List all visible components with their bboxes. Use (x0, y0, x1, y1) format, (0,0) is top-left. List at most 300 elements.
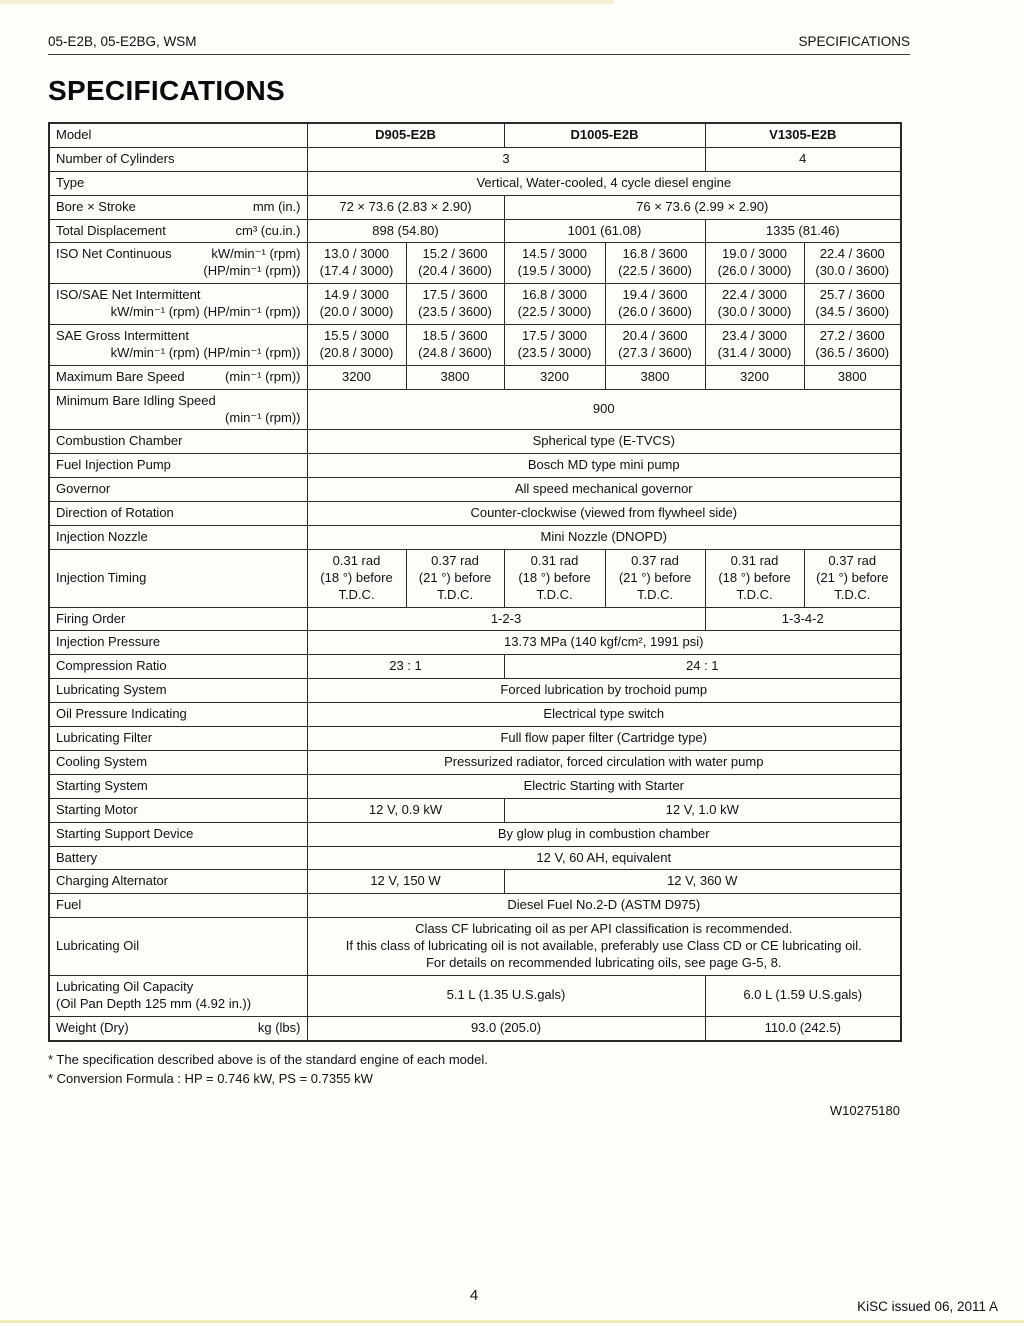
spec-label-text: Starting Support Device (56, 825, 194, 841)
spec-value-cell (605, 325, 705, 366)
spec-label-text: Injection Nozzle (56, 529, 148, 545)
spec-label-text: Cooling System (56, 753, 148, 769)
spec-value-cell (307, 454, 901, 478)
spec-label-line (56, 457, 301, 474)
spec-value-line: (36.5 / 3600) (815, 344, 890, 360)
header-left-text: 05-E2B, 05-E2BG, WSM (48, 34, 197, 49)
spec-value-line: 17.5 / 3600 (422, 287, 488, 303)
spec-value-cell (705, 549, 804, 607)
spec-value-line: (26.0 / 3600) (618, 304, 692, 320)
spec-value-line: 23.4 / 3000 (721, 328, 788, 344)
spec-value-line: (20.8 / 3000) (319, 344, 394, 360)
spec-value-cell (307, 870, 504, 894)
spec-label-line (56, 287, 301, 304)
spec-label-text: Governor (56, 481, 111, 497)
footnotes (48, 1050, 910, 1089)
spec-table (48, 122, 902, 1042)
spec-value-cell (307, 679, 901, 703)
spec-row (49, 846, 901, 870)
spec-value-cell (504, 655, 901, 679)
spec-value-line: All speed mechanical governor (514, 481, 693, 497)
doc-code: W10275180 (829, 1102, 900, 1118)
spec-label-text: Starting Motor (56, 801, 138, 817)
spec-label-cell (49, 894, 307, 918)
spec-value-line: 3 (502, 150, 510, 166)
spec-label-text: Model (56, 127, 92, 142)
spec-value-cell (307, 655, 504, 679)
spec-value-line: 16.8 / 3600 (622, 246, 688, 262)
spec-value-line: 6.0 L (1.59 U.S.gals) (743, 987, 863, 1003)
spec-label-cell (49, 454, 307, 478)
spec-label-text: Lubricating Oil Capacity (56, 978, 194, 994)
spec-label-cell (49, 549, 307, 607)
spec-label-cell (49, 502, 307, 526)
spec-value-cell (307, 219, 504, 243)
spec-row (49, 171, 901, 195)
spec-label-line (56, 369, 301, 386)
spec-value-line: Electrical type switch (543, 706, 665, 722)
spec-label-line (56, 730, 301, 747)
spec-row (49, 1016, 901, 1040)
spec-label-cell (49, 846, 307, 870)
spec-label-line (56, 802, 301, 819)
spec-value-line: 17.5 / 3000 (521, 328, 588, 344)
spec-label-line (56, 1020, 301, 1037)
spec-value-cell (307, 774, 901, 798)
spec-label-cell (49, 703, 307, 727)
spec-value-line: 16.8 / 3000 (521, 287, 588, 303)
spec-value-line: 1335 (81.46) (765, 222, 840, 238)
spec-value-cell (307, 750, 901, 774)
spec-value-cell (307, 389, 901, 430)
spec-value-line: Spherical type (E-TVCS) (532, 433, 675, 449)
spec-value-cell (504, 798, 901, 822)
spec-value-line: (23.5 / 3000) (517, 344, 592, 360)
spec-row (49, 243, 901, 284)
spec-value-line: 15.5 / 3000 (323, 328, 390, 344)
spec-value-line: 76 × 73.6 (2.99 × 2.90) (636, 198, 769, 214)
spec-value-cell (307, 727, 901, 751)
spec-value-cell (307, 478, 901, 502)
spec-value-line: 1-2-3 (490, 610, 522, 626)
spec-value-line: By glow plug in combustion chamber (497, 825, 710, 841)
spec-value-cell (504, 123, 705, 147)
spec-value-cell (307, 195, 504, 219)
spec-value-line: (18 °) before (718, 569, 791, 585)
spec-value-line: Vertical, Water-cooled, 4 cycle diesel engine (476, 174, 732, 190)
spec-label-text: Injection Pressure (56, 634, 161, 650)
spec-value-cell (307, 365, 406, 389)
spec-value-cell (504, 325, 605, 366)
spec-label-text: Weight (Dry) (56, 1019, 129, 1035)
spec-label-line (56, 410, 301, 427)
spec-label-text: Injection Timing (56, 569, 147, 585)
spec-value-cell (307, 284, 406, 325)
spec-value-line: Class CF lubricating oil as per API classification is recommended. (415, 921, 793, 937)
spec-value-line: 14.9 / 3000 (323, 287, 390, 303)
spec-value-cell (307, 822, 901, 846)
spec-value-cell (307, 975, 705, 1016)
spec-value-line: 0.37 rad (631, 552, 679, 568)
spec-value-line: 3200 (740, 368, 769, 384)
spec-value-cell (705, 1016, 901, 1040)
spec-value-cell (307, 123, 504, 147)
spec-row (49, 822, 901, 846)
spec-label-line (56, 706, 301, 723)
spec-value-line: 23 : 1 (389, 658, 422, 674)
spec-label-cell (49, 284, 307, 325)
spec-value-line: (21 °) before (618, 569, 692, 585)
spec-value-line: (20.0 / 3000) (319, 304, 394, 320)
spec-row (49, 147, 901, 171)
spec-label-cell (49, 975, 307, 1016)
spec-value-line: 12 V, 360 W (667, 873, 738, 889)
spec-label-text: Firing Order (56, 610, 126, 626)
spec-value-line: T.D.C. (636, 586, 674, 602)
spec-label-cell (49, 325, 307, 366)
spec-label-cell (49, 870, 307, 894)
spec-label-line (56, 570, 301, 587)
spec-value-cell (307, 502, 901, 526)
spec-value-line: (22.5 / 3600) (618, 263, 692, 279)
spec-label-line (56, 754, 301, 771)
spec-label-text: Minimum Bare Idling Speed (56, 392, 216, 408)
spec-label-line (56, 897, 301, 914)
spec-value-cell (504, 243, 605, 284)
spec-label-text: SAE Gross Intermittent (56, 328, 189, 344)
spec-label-text: Oil Pressure Indicating (56, 706, 187, 722)
spec-value-cell (605, 243, 705, 284)
spec-value-cell (504, 549, 605, 607)
spec-value-line: D905-E2B (375, 127, 436, 142)
spec-value-cell (307, 607, 705, 631)
spec-value-cell (406, 284, 504, 325)
spec-value-cell (705, 243, 804, 284)
footer-issue-note: KiSC issued 06, 2011 A (857, 1299, 998, 1314)
spec-row (49, 454, 901, 478)
spec-row (49, 774, 901, 798)
spec-label-unit: (min⁻¹ (rpm)) (225, 368, 301, 384)
spec-value-line: V1305-E2B (769, 127, 837, 142)
spec-value-line: For details on recommended lubricating oils, see page G-5, 8. (425, 954, 782, 970)
spec-row (49, 389, 901, 430)
spec-value-line: Forced lubrication by trochoid pump (500, 682, 708, 698)
spec-label-line (56, 938, 301, 955)
spec-value-line: Bosch MD type mini pump (527, 457, 680, 473)
spec-value-line: 19.4 / 3600 (622, 287, 688, 303)
spec-row (49, 918, 901, 976)
spec-value-cell (307, 430, 901, 454)
spec-value-cell (307, 549, 406, 607)
spec-value-cell (307, 846, 901, 870)
spec-value-line: 898 (54.80) (372, 222, 439, 238)
spec-label-cell (49, 750, 307, 774)
spec-label-text: Maximum Bare Speed (56, 368, 185, 384)
spec-label-cell (49, 918, 307, 976)
scan-artifact-bottom (0, 1320, 1024, 1323)
spec-value-cell (705, 123, 901, 147)
spec-label-cell (49, 123, 307, 147)
spec-label-text: Direction of Rotation (56, 505, 174, 521)
spec-row (49, 549, 901, 607)
spec-value-line: 72 × 73.6 (2.83 × 2.90) (339, 198, 472, 214)
spec-value-line: (22.5 / 3000) (517, 304, 592, 320)
spec-label-line (56, 529, 301, 546)
spec-label-cell (49, 607, 307, 631)
spec-value-cell (307, 243, 406, 284)
spec-label-cell (49, 798, 307, 822)
running-header (48, 34, 910, 55)
spec-label-cell (49, 195, 307, 219)
spec-label-cell (49, 822, 307, 846)
spec-label-unit: kW/min⁻¹ (rpm) (211, 246, 301, 262)
header-right-text: SPECIFICATIONS (798, 34, 910, 49)
spec-value-cell (804, 243, 901, 284)
spec-value-line: 15.2 / 3600 (422, 246, 488, 262)
spec-value-line: T.D.C. (834, 586, 871, 602)
spec-label-text: ISO Net Continuous (56, 246, 172, 262)
spec-value-line: T.D.C. (736, 586, 773, 602)
spec-value-line: 1-3-4-2 (781, 610, 824, 626)
spec-label-unit: kW/min⁻¹ (rpm) (HP/min⁻¹ (rpm)) (110, 344, 301, 360)
spec-value-line: 3200 (540, 368, 569, 384)
spec-value-line: Counter-clockwise (viewed from flywheel side) (470, 505, 738, 521)
spec-value-cell (605, 365, 705, 389)
spec-row (49, 870, 901, 894)
spec-value-cell (705, 147, 901, 171)
spec-label-cell (49, 727, 307, 751)
spec-value-line: (31.4 / 3000) (717, 344, 792, 360)
spec-value-line: (20.4 / 3600) (418, 263, 492, 279)
spec-value-line: 4 (799, 150, 807, 166)
spec-value-cell (307, 325, 406, 366)
spec-value-line: (18 °) before (320, 569, 393, 585)
spec-label-text: Lubricating Filter (56, 730, 153, 746)
spec-label-unit: kW/min⁻¹ (rpm) (HP/min⁻¹ (rpm)) (110, 304, 301, 320)
spec-label-text: Total Displacement (56, 222, 166, 238)
spec-label-text: Lubricating System (56, 682, 167, 698)
spec-value-cell (804, 284, 901, 325)
spec-label-line (56, 345, 301, 362)
spec-value-line: 93.0 (205.0) (470, 1019, 542, 1035)
spec-label-cell (49, 1016, 307, 1040)
spec-row (49, 526, 901, 550)
spec-value-line: Full flow paper filter (Cartridge type) (500, 730, 708, 746)
spec-value-line: 20.4 / 3600 (622, 328, 688, 344)
spec-value-cell (307, 798, 504, 822)
spec-label-cell (49, 526, 307, 550)
spec-label-line (56, 611, 301, 628)
spec-row (49, 894, 901, 918)
footnote-conversion-formula: * Conversion Formula : HP = 0.746 kW, PS = 0.7355 kW (48, 1071, 373, 1087)
spec-row (49, 195, 901, 219)
spec-label-text: Number of Cylinders (56, 150, 175, 166)
spec-label-unit: (HP/min⁻¹ (rpm)) (203, 263, 301, 279)
spec-row (49, 750, 901, 774)
spec-value-cell (406, 365, 504, 389)
spec-value-line: 12 V, 0.9 kW (368, 801, 443, 817)
spec-label-unit: (min⁻¹ (rpm)) (225, 409, 301, 425)
spec-label-line (56, 658, 301, 675)
spec-label-cell (49, 219, 307, 243)
spec-value-line: T.D.C. (338, 586, 375, 602)
spec-label-line (56, 263, 301, 280)
spec-value-cell (504, 284, 605, 325)
spec-row (49, 631, 901, 655)
spec-label-line (56, 199, 301, 216)
spec-row (49, 607, 901, 631)
spec-label-line (56, 175, 301, 192)
spec-label-line (56, 634, 301, 651)
spec-row (49, 655, 901, 679)
spec-label-line (56, 682, 301, 699)
spec-table-body (49, 123, 901, 1041)
spec-label-cell (49, 655, 307, 679)
spec-value-cell (504, 195, 901, 219)
spec-row (49, 703, 901, 727)
spec-value-cell (307, 918, 901, 976)
spec-value-line: (34.5 / 3600) (815, 304, 890, 320)
spec-value-line: D1005-E2B (570, 127, 639, 142)
spec-value-cell (307, 1016, 705, 1040)
spec-value-line: 24 : 1 (686, 658, 719, 674)
spec-value-line: (30.0 / 3000) (717, 304, 792, 320)
spec-value-cell (705, 325, 804, 366)
spec-value-cell (307, 703, 901, 727)
spec-label-cell (49, 631, 307, 655)
spec-label-unit: mm (in.) (252, 198, 301, 214)
spec-label-text: Bore × Stroke (56, 198, 136, 214)
spec-value-line: 22.4 / 3600 (819, 246, 885, 262)
scan-artifact-top (0, 0, 614, 4)
spec-value-line: 0.31 rad (332, 552, 381, 568)
spec-value-cell (705, 365, 804, 389)
spec-label-text: Charging Alternator (56, 873, 169, 889)
spec-label-line (56, 223, 301, 240)
spec-label-line (56, 393, 301, 410)
spec-value-line: 25.7 / 3600 (819, 287, 885, 303)
spec-value-cell (804, 549, 901, 607)
spec-label-text: Lubricating Oil (56, 938, 140, 954)
spec-label-line (56, 433, 301, 450)
spec-row (49, 325, 901, 366)
spec-value-line: 0.31 rad (730, 552, 779, 568)
spec-label-unit: kg (lbs) (257, 1019, 301, 1035)
spec-value-line: (23.5 / 3600) (418, 304, 492, 320)
spec-value-cell (307, 631, 901, 655)
spec-value-line: If this class of lubricating oil is not available, preferably use Class CD or CE lubricating oil. (345, 938, 862, 954)
spec-label-cell (49, 478, 307, 502)
page-title: SPECIFICATIONS (48, 75, 286, 106)
spec-value-line: 12 V, 1.0 kW (665, 801, 739, 817)
spec-label-text: Fuel (56, 897, 82, 913)
spec-value-line: Electric Starting with Starter (523, 777, 684, 793)
spec-value-line: 13.0 / 3000 (323, 246, 390, 262)
spec-value-cell (804, 325, 901, 366)
spec-value-cell (705, 607, 901, 631)
spec-label-text: Battery (56, 849, 98, 865)
spec-row (49, 727, 901, 751)
spec-label-cell (49, 171, 307, 195)
spec-value-line: 3800 (837, 368, 867, 384)
spec-value-line: 13.73 MPa (140 kgf/cm², 1991 psi) (504, 634, 704, 650)
spec-value-cell (504, 365, 605, 389)
spec-label-line (56, 127, 301, 144)
spec-label-line (56, 481, 301, 498)
spec-value-line: (24.8 / 3600) (418, 344, 492, 360)
spec-row (49, 679, 901, 703)
spec-value-cell (804, 365, 901, 389)
spec-value-line: 3800 (440, 368, 470, 384)
spec-row (49, 975, 901, 1016)
spec-label-text: (Oil Pan Depth 125 mm (4.92 in.)) (56, 995, 252, 1011)
spec-value-line: (18 °) before (518, 569, 591, 585)
spec-value-line: 27.2 / 3600 (819, 328, 885, 344)
spec-label-line (56, 151, 301, 168)
spec-value-line: 3200 (342, 368, 371, 384)
spec-label-line (56, 304, 301, 321)
spec-label-line (56, 328, 301, 345)
spec-row (49, 219, 901, 243)
spec-value-line: T.D.C. (536, 586, 573, 602)
spec-value-cell (307, 147, 705, 171)
spec-value-line: (17.4 / 3000) (319, 263, 394, 279)
spec-value-line: (19.5 / 3000) (517, 263, 592, 279)
spec-value-cell (705, 284, 804, 325)
spec-row (49, 123, 901, 147)
spec-value-cell (406, 243, 504, 284)
spec-value-line: 12 V, 150 W (370, 873, 441, 889)
spec-value-line: 0.37 rad (828, 552, 877, 568)
spec-value-line: Diesel Fuel No.2-D (ASTM D975) (507, 897, 701, 913)
spec-value-cell (705, 219, 901, 243)
spec-value-line: Mini Nozzle (DNOPD) (540, 529, 667, 545)
spec-label-cell (49, 147, 307, 171)
spec-value-line: 0.37 rad (431, 552, 479, 568)
spec-row (49, 430, 901, 454)
spec-value-line: (21 °) before (418, 569, 492, 585)
spec-value-cell (307, 526, 901, 550)
spec-row (49, 798, 901, 822)
spec-value-cell (504, 870, 901, 894)
spec-value-line: 18.5 / 3600 (422, 328, 488, 344)
spec-value-line: (27.3 / 3600) (618, 344, 692, 360)
footnote-standard-engine: * The specification described above is of the standard engine of each model. (48, 1051, 488, 1067)
spec-row (49, 478, 901, 502)
spec-label-line (56, 505, 301, 522)
spec-label-text: ISO/SAE Net Intermittent (56, 287, 201, 303)
spec-value-line: 19.0 / 3000 (721, 246, 788, 262)
spec-value-cell (307, 894, 901, 918)
spec-value-line: 5.1 L (1.35 U.S.gals) (446, 987, 566, 1003)
spec-label-unit: cm³ (cu.in.) (235, 222, 301, 238)
spec-value-line: 900 (592, 401, 615, 417)
spec-value-cell (605, 549, 705, 607)
spec-label-cell (49, 365, 307, 389)
spec-value-cell (705, 975, 901, 1016)
spec-value-cell (307, 171, 901, 195)
spec-label-cell (49, 243, 307, 284)
spec-value-line: Pressurized radiator, forced circulation with water pump (444, 753, 764, 769)
spec-value-line: (26.0 / 3000) (717, 263, 792, 279)
spec-label-line (56, 979, 301, 996)
spec-value-cell (406, 325, 504, 366)
spec-value-line: 0.31 rad (530, 552, 579, 568)
spec-label-line (56, 778, 301, 795)
spec-value-cell (504, 219, 705, 243)
spec-value-line: 22.4 / 3000 (721, 287, 788, 303)
spec-value-line: 110.0 (242.5) (764, 1019, 841, 1035)
